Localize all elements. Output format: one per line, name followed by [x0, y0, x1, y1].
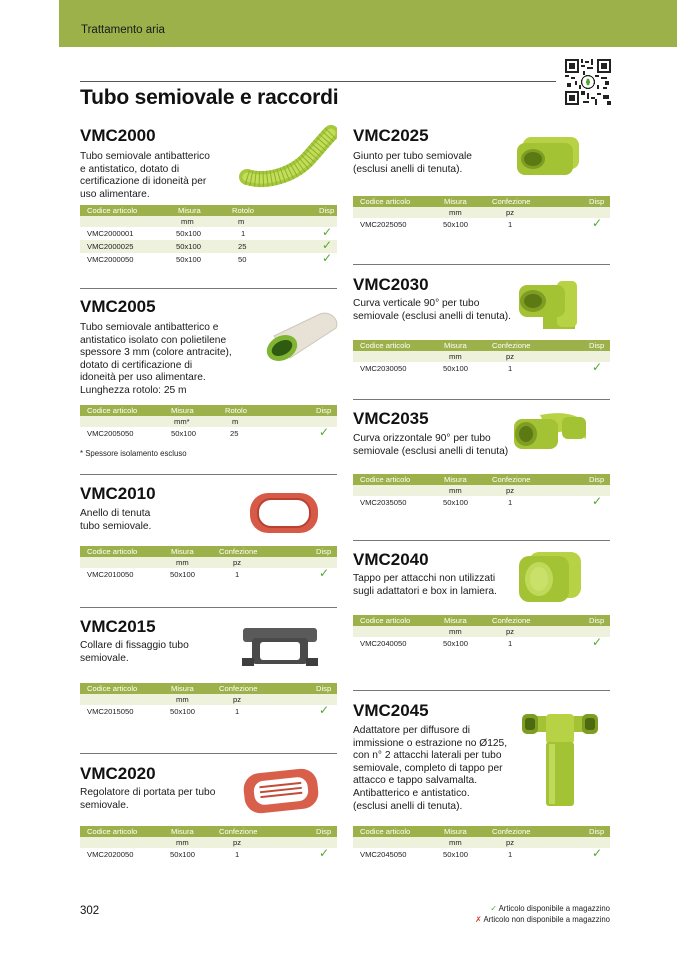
article-code: VMC2000025: [87, 242, 134, 251]
product-code-vmc2005: VMC2005: [80, 297, 156, 316]
table-row: [80, 227, 337, 240]
article-size: 50x100: [443, 220, 468, 229]
col-code: Codice articolo: [360, 197, 411, 206]
col-availability: Disp: [316, 827, 332, 836]
col-code: Codice articolo: [360, 475, 411, 484]
availability-legend: [475, 903, 610, 925]
desc-line: immissione o estrazione no Ø125,: [353, 737, 508, 749]
available-check-icon: ✓: [592, 846, 603, 860]
table-row: [80, 848, 337, 861]
col-size: Misura: [171, 827, 194, 836]
legend-unavailable-label: Articolo non disponibile a magazzino: [483, 915, 610, 924]
product-description-vmc2005: [80, 322, 232, 398]
unit-size: mm: [449, 352, 462, 361]
desc-line: spessore 3 mm (colore antracite),: [80, 347, 232, 359]
table-units: [80, 557, 337, 568]
col-code: Codice articolo: [87, 827, 138, 836]
article-pack: 50: [238, 255, 247, 264]
available-check-icon: ✓: [592, 216, 603, 230]
article-pack: 1: [235, 570, 240, 579]
table-header: [80, 683, 337, 694]
article-size: 50x100: [171, 429, 196, 438]
unit-size: mm: [449, 208, 462, 217]
table-units: [353, 837, 610, 848]
article-size: 50x100: [443, 498, 468, 507]
article-pack: 1: [508, 220, 513, 229]
unit-pack: pz: [233, 838, 242, 847]
article-table-vmc2040: [353, 615, 610, 650]
col-code: Codice articolo: [87, 547, 138, 556]
article-code: VMC2020050: [87, 850, 134, 859]
product-description-vmc2000: [80, 151, 210, 201]
product-image-vmc2025: [513, 133, 583, 178]
col-code: Codice articolo: [360, 341, 411, 350]
desc-line: dotato di certificazione di: [80, 359, 193, 371]
section-label: Trattamento aria: [81, 24, 165, 36]
col-pack: Confezione: [492, 616, 531, 625]
table-header: [80, 546, 337, 557]
header-band: [59, 0, 677, 47]
available-check-icon: ✓: [319, 846, 330, 860]
article-code: VMC2045050: [360, 850, 407, 859]
available-check-icon: ✓: [319, 703, 330, 717]
desc-line: antistatico isolato con polietilene: [80, 334, 227, 346]
product-image-vmc2030: [513, 275, 583, 335]
article-pack: 1: [508, 639, 513, 648]
article-code: VMC2005050: [87, 429, 134, 438]
unit-pack: pz: [506, 208, 515, 217]
unit-pack: pz: [506, 352, 515, 361]
desc-line: semiovale (esclusi anelli di tenuta).: [353, 310, 511, 322]
article-pack: 1: [235, 850, 240, 859]
section-divider: [353, 690, 610, 691]
unit-pack: m: [232, 417, 239, 426]
desc-line: tubo semiovale.: [80, 520, 152, 532]
col-size: Misura: [444, 197, 467, 206]
col-availability: Disp: [589, 341, 605, 350]
unit-size: mm*: [174, 417, 190, 426]
article-pack: 25: [238, 242, 247, 251]
article-table-vmc2015: [80, 683, 337, 718]
table-units: [353, 485, 610, 496]
table-header: [80, 826, 337, 837]
footnote: * Spessore isolamento escluso: [80, 449, 187, 458]
table-row: [80, 253, 337, 266]
article-pack: 1: [241, 229, 246, 238]
table-header: [80, 405, 337, 416]
article-table-vmc2010: [80, 546, 337, 581]
product-description-vmc2020: [80, 787, 215, 812]
col-size: Misura: [171, 406, 194, 415]
desc-line: Curva orizzontale 90° per tubo: [353, 433, 491, 444]
article-size: 50x100: [176, 242, 201, 251]
title-rule: [80, 81, 556, 82]
col-size: Misura: [444, 616, 467, 625]
desc-line: Anello di tenuta: [80, 508, 151, 519]
article-size: 50x100: [443, 850, 468, 859]
table-row: [353, 362, 610, 375]
section-divider: [353, 399, 610, 400]
available-check-icon: ✓: [592, 635, 603, 649]
product-code-vmc2025: VMC2025: [353, 126, 429, 145]
section-divider: [353, 540, 610, 541]
article-code: VMC2000050: [87, 255, 134, 264]
col-pack: Confezione: [219, 547, 258, 556]
col-size: Misura: [444, 475, 467, 484]
legend-available: [475, 903, 610, 914]
table-header: [353, 196, 610, 207]
desc-line: idoneità per uso alimentare.: [80, 372, 206, 384]
desc-line: certificazione di idoneità per: [80, 176, 207, 188]
available-check-icon: ✓: [319, 425, 330, 439]
desc-line: Lunghezza rotolo: 25 m: [80, 384, 187, 396]
desc-line: Giunto per tubo semiovale: [353, 151, 472, 162]
available-check-icon: ✓: [322, 225, 333, 239]
unavailable-cross-icon: ✗: [475, 915, 482, 924]
article-pack: 25: [230, 429, 239, 438]
legend-unavailable: [475, 914, 610, 925]
available-check-icon: ✓: [592, 494, 603, 508]
col-pack: Confezione: [492, 197, 531, 206]
col-size: Misura: [444, 341, 467, 350]
col-pack: Confezione: [219, 827, 258, 836]
table-units: [80, 416, 337, 427]
table-units: [80, 694, 337, 705]
col-availability: Disp: [589, 827, 605, 836]
table-units: [353, 207, 610, 218]
product-description-vmc2015: [80, 640, 189, 665]
table-row: [80, 705, 337, 718]
section-divider: [80, 607, 337, 608]
unit-size: mm: [176, 558, 189, 567]
article-size: 50x100: [443, 639, 468, 648]
col-availability: Disp: [589, 197, 605, 206]
unit-pack: m: [238, 217, 245, 226]
product-description-vmc2030: [353, 298, 511, 323]
product-description-vmc2025: [353, 151, 472, 176]
qr-code[interactable]: [565, 59, 611, 105]
col-code: Codice articolo: [87, 684, 138, 693]
available-check-icon: ✓: [319, 566, 330, 580]
available-check-icon: ✓: [322, 238, 333, 252]
desc-line: Antibatterico e antistatico.: [353, 787, 470, 799]
col-size: Misura: [171, 684, 194, 693]
desc-line: sugli adattatori e box in lamiera.: [353, 585, 497, 597]
product-image-vmc2015: [240, 620, 320, 672]
col-pack: Confezione: [492, 341, 531, 350]
product-code-vmc2020: VMC2020: [80, 764, 156, 783]
table-header: [353, 340, 610, 351]
article-pack: 1: [508, 364, 513, 373]
product-image-vmc2045: [520, 710, 600, 810]
article-code: VMC2035050: [360, 498, 407, 507]
article-table-vmc2000: [80, 205, 337, 266]
col-availability: Disp: [316, 547, 332, 556]
desc-line: Collare di fissaggio tubo: [80, 640, 189, 651]
col-code: Codice articolo: [360, 827, 411, 836]
product-description-vmc2035: [353, 433, 508, 458]
available-check-icon: ✓: [322, 251, 333, 265]
article-code: VMC2025050: [360, 220, 407, 229]
product-image-vmc2035: [510, 405, 590, 455]
article-size: 50x100: [443, 364, 468, 373]
table-units: [80, 216, 337, 227]
article-table-vmc2005: [80, 405, 337, 440]
desc-line: (esclusi anelli di tenuta).: [353, 163, 463, 175]
table-row: [353, 637, 610, 650]
desc-line: semiovale, completo di tappo per: [353, 762, 503, 774]
product-code-vmc2000: VMC2000: [80, 126, 156, 145]
page-number: 302: [80, 905, 100, 917]
product-description-vmc2010: [80, 508, 151, 533]
col-code: Codice articolo: [87, 406, 138, 415]
col-pack: Rotolo: [225, 406, 247, 415]
article-pack: 1: [508, 850, 513, 859]
table-row: [353, 848, 610, 861]
col-availability: Disp: [589, 616, 605, 625]
article-code: VMC2000001: [87, 229, 134, 238]
product-image-vmc2040: [515, 548, 585, 606]
unit-size: mm: [176, 695, 189, 704]
product-description-vmc2045: [353, 725, 507, 813]
product-code-vmc2010: VMC2010: [80, 484, 156, 503]
unit-pack: pz: [506, 838, 515, 847]
available-check-icon: ✓: [592, 360, 603, 374]
unit-pack: pz: [233, 558, 242, 567]
section-divider: [80, 474, 337, 475]
product-image-vmc2010: [245, 487, 323, 539]
col-code: Codice articolo: [87, 206, 138, 215]
unit-size: mm: [449, 838, 462, 847]
article-size: 50x100: [170, 707, 195, 716]
desc-line: con n° 2 attacchi laterali per tubo: [353, 750, 502, 762]
product-image-vmc2005: [260, 306, 340, 370]
desc-line: attacco e tappo salvamalta.: [353, 775, 478, 787]
page-title: Tubo semiovale e raccordi: [80, 86, 339, 109]
article-size: 50x100: [176, 229, 201, 238]
table-row: [80, 427, 337, 440]
article-table-vmc2045: [353, 826, 610, 861]
article-table-vmc2020: [80, 826, 337, 861]
table-units: [353, 626, 610, 637]
table-units: [80, 837, 337, 848]
desc-line: semiovale.: [80, 652, 129, 664]
product-image-vmc2020: [240, 763, 322, 817]
product-code-vmc2035: VMC2035: [353, 409, 429, 428]
section-divider: [353, 264, 610, 265]
article-size: 50x100: [170, 570, 195, 579]
section-divider: [80, 753, 337, 754]
product-code-vmc2040: VMC2040: [353, 550, 429, 569]
article-pack: 1: [508, 498, 513, 507]
col-size: Misura: [444, 827, 467, 836]
col-pack: Confezione: [492, 475, 531, 484]
desc-line: semiovale.: [80, 799, 129, 811]
unit-size: mm: [176, 838, 189, 847]
col-size: Misura: [178, 206, 201, 215]
col-availability: Disp: [316, 684, 332, 693]
article-size: 50x100: [176, 255, 201, 264]
table-row: [80, 240, 337, 253]
article-pack: 1: [235, 707, 240, 716]
col-availability: Disp: [319, 206, 335, 215]
available-check-icon: ✓: [490, 904, 497, 913]
desc-line: uso alimentare.: [80, 188, 150, 200]
product-code-vmc2030: VMC2030: [353, 275, 429, 294]
desc-line: Curva verticale 90° per tubo: [353, 298, 480, 309]
col-pack: Confezione: [492, 827, 531, 836]
table-units: [353, 351, 610, 362]
product-description-vmc2040: [353, 573, 497, 598]
col-code: Codice articolo: [360, 616, 411, 625]
article-size: 50x100: [170, 850, 195, 859]
desc-line: Tappo per attacchi non utilizzati: [353, 573, 496, 584]
article-code: VMC2030050: [360, 364, 407, 373]
table-header: [353, 615, 610, 626]
article-table-vmc2030: [353, 340, 610, 375]
unit-size: mm: [181, 217, 194, 226]
desc-line: Tubo semiovale antibatterico e: [80, 322, 219, 333]
article-code: VMC2040050: [360, 639, 407, 648]
product-code-vmc2015: VMC2015: [80, 617, 156, 636]
product-image-vmc2000: [237, 125, 337, 193]
unit-pack: pz: [233, 695, 242, 704]
col-pack: Confezione: [219, 684, 258, 693]
article-code: VMC2010050: [87, 570, 134, 579]
table-row: [80, 568, 337, 581]
product-code-vmc2045: VMC2045: [353, 701, 429, 720]
desc-line: Regolatore di portata per tubo: [80, 787, 216, 798]
col-size: Misura: [171, 547, 194, 556]
col-availability: Disp: [316, 406, 332, 415]
col-pack: Rotolo: [232, 206, 254, 215]
desc-line: semiovale (esclusi anelli di tenuta): [353, 445, 509, 457]
unit-pack: pz: [506, 486, 515, 495]
section-divider: [80, 288, 337, 289]
col-availability: Disp: [589, 475, 605, 484]
table-row: [353, 496, 610, 509]
unit-size: mm: [449, 486, 462, 495]
desc-line: (esclusi anelli di tenuta).: [353, 800, 463, 812]
legend-available-label: Articolo disponibile a magazzino: [498, 904, 610, 913]
desc-line: Adattatore per diffusore di: [353, 725, 471, 736]
desc-line: Tubo semiovale antibatterico: [80, 151, 210, 162]
article-table-vmc2035: [353, 474, 610, 509]
article-code: VMC2015050: [87, 707, 134, 716]
desc-line: e antistatico, dotato di: [80, 163, 180, 175]
table-row: [353, 218, 610, 231]
article-table-vmc2025: [353, 196, 610, 231]
table-header: [80, 205, 337, 216]
table-header: [353, 474, 610, 485]
table-header: [353, 826, 610, 837]
unit-pack: pz: [506, 627, 515, 636]
unit-size: mm: [449, 627, 462, 636]
